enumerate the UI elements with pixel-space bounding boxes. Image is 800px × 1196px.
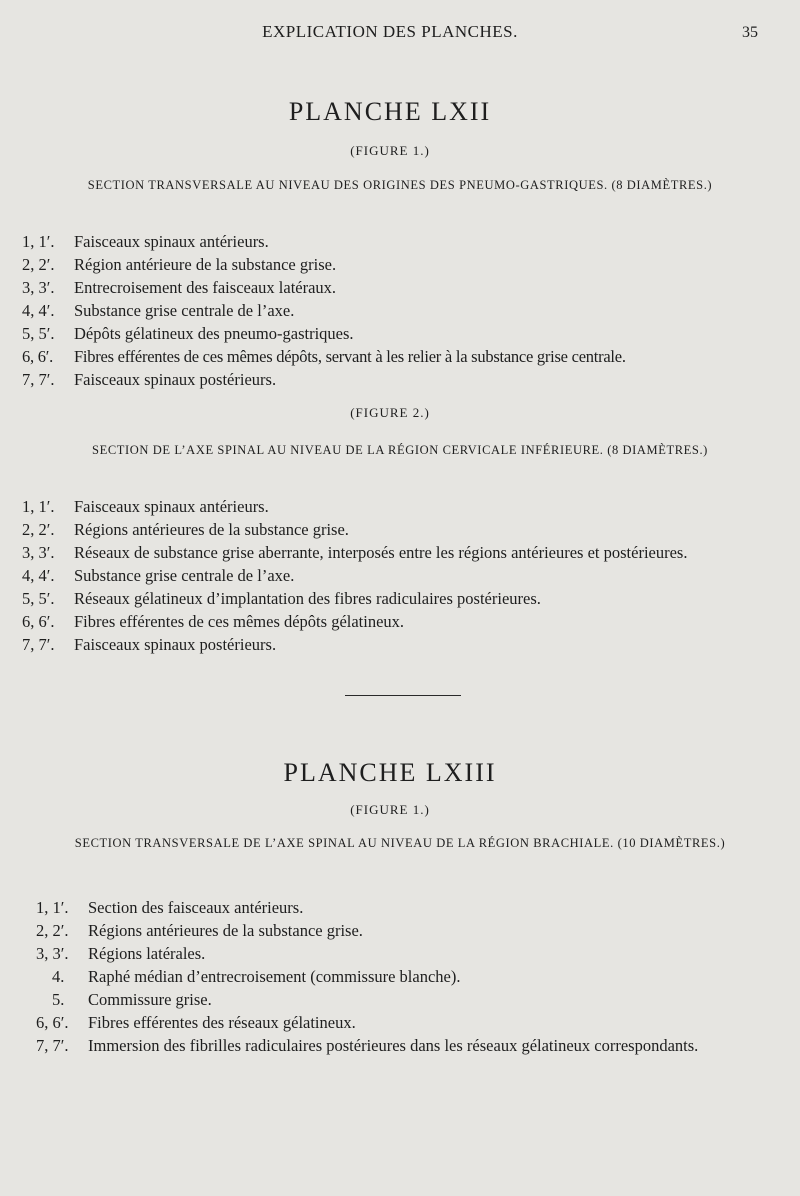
legend-number: 5, 5′. <box>22 324 55 343</box>
plate-lxii-figure-2-caption: SECTION DE L’AXE SPINAL AU NIVEAU DE LA RÉGION CERVICALE INFÉRIEURE. (8 DIAMÈTRES.) <box>92 443 708 457</box>
legend-text: Section des faisceaux antérieurs. <box>88 898 304 917</box>
legend-number: 1, 1′. <box>22 232 55 251</box>
legend-text: Réseaux de substance grise aberrante, interposés entre les régions antérieures et postérieures. <box>74 543 688 562</box>
legend-item <box>36 896 784 919</box>
legend-text: Substance grise centrale de l’axe. <box>74 566 295 585</box>
legend-number: 3, 3′. <box>22 278 55 297</box>
legend-item <box>22 518 782 541</box>
legend-text: Faisceaux spinaux postérieurs. <box>74 370 277 389</box>
running-head: EXPLICATION DES PLANCHES. <box>262 22 518 41</box>
legend-number: 6, 6′. <box>36 1013 69 1032</box>
legend-item <box>36 942 784 965</box>
legend-text: Faisceaux spinaux postérieurs. <box>74 635 277 654</box>
legend-item <box>22 299 782 322</box>
legend-number: 1, 1′. <box>22 497 55 516</box>
legend-number: 6, 6′. <box>22 347 53 366</box>
plate-lxii-figure-1-label: (FIGURE 1.) <box>350 143 430 158</box>
legend-text: Régions antérieures de la substance grise. <box>88 921 363 940</box>
legend-number: 2, 2′. <box>36 921 69 940</box>
plate-lxii-title: PLANCHE LXII <box>288 97 492 126</box>
legend-number: 7, 7′. <box>22 370 55 389</box>
legend-text: Régions antérieures de la substance grise. <box>74 520 349 539</box>
legend-text: Entrecroisement des faisceaux latéraux. <box>74 278 337 297</box>
legend-text: Fibres efférentes de ces mêmes dépôts gélatineux. <box>74 612 405 631</box>
legend-text: Fibres efférentes de ces mêmes dépôts, servant à les relier à la substance grise centrale. <box>74 347 626 366</box>
legend-text: Substance grise centrale de l’axe. <box>74 301 295 320</box>
legend-text: Faisceaux spinaux antérieurs. <box>74 497 269 516</box>
legend-item <box>22 633 782 656</box>
legend-item <box>36 988 784 1011</box>
legend-number: 4. <box>52 967 65 986</box>
legend-number: 4, 4′. <box>22 301 55 320</box>
legend-text: Dépôts gélatineux des pneumo-gastriques. <box>74 324 354 343</box>
legend-item <box>36 1011 784 1034</box>
legend-number: 7, 7′. <box>22 635 55 654</box>
plate-lxiii-title: PLANCHE LXIII <box>283 758 497 787</box>
legend-number: 4, 4′. <box>22 566 55 585</box>
plate-lxii-figure-1-legend <box>22 230 782 391</box>
legend-text: Fibres efférentes des réseaux gélatineux. <box>88 1013 356 1032</box>
plate-lxii-figure-2-label: (FIGURE 2.) <box>350 405 430 420</box>
legend-number: 2, 2′. <box>22 255 55 274</box>
plate-lxii-figure-1-caption: SECTION TRANSVERSALE AU NIVEAU DES ORIGINES DES PNEUMO-GASTRIQUES. (8 DIAMÈTRES.) <box>87 178 713 192</box>
legend-text: Réseaux gélatineux d’implantation des fibres radiculaires postérieures. <box>74 589 541 608</box>
legend-item <box>22 368 782 391</box>
plate-lxiii-figure-1-label: (FIGURE 1.) <box>350 802 430 817</box>
page-number: 35 <box>742 24 758 41</box>
legend-number: 1, 1′. <box>36 898 69 917</box>
legend-text: Région antérieure de la substance grise. <box>74 255 337 274</box>
legend-text: Commissure grise. <box>88 990 212 1009</box>
plate-lxiii-figure-1-caption: SECTION TRANSVERSALE DE L’AXE SPINAL AU NIVEAU DE LA RÉGION BRACHIALE. (10 DIAMÈTRES.) <box>74 836 726 850</box>
legend-number: 6, 6′. <box>22 612 55 631</box>
legend-item <box>22 322 782 345</box>
legend-item <box>22 610 782 633</box>
legend-number: 5. <box>52 990 65 1009</box>
legend-text: Raphé médian d’entrecroisement (commissure blanche). <box>88 967 461 986</box>
plate-lxii-figure-2-legend <box>22 495 782 656</box>
legend-item <box>22 230 782 253</box>
legend-number: 2, 2′. <box>22 520 55 539</box>
legend-item <box>22 587 782 610</box>
legend-item <box>36 919 784 942</box>
legend-number: 5, 5′. <box>22 589 55 608</box>
legend-item <box>22 276 782 299</box>
legend-text: Faisceaux spinaux antérieurs. <box>74 232 269 251</box>
legend-item <box>22 345 782 368</box>
legend-text: Régions latérales. <box>88 944 206 963</box>
legend-text: Immersion des fibrilles radiculaires postérieures dans les réseaux gélatineux correspondants. <box>88 1036 699 1055</box>
plate-lxiii-figure-1-legend <box>36 896 784 1057</box>
legend-item <box>22 564 782 587</box>
legend-item <box>22 541 782 564</box>
legend-item <box>22 495 782 518</box>
legend-item <box>36 1034 784 1057</box>
legend-item <box>22 253 782 276</box>
legend-number: 7, 7′. <box>36 1036 69 1055</box>
legend-number: 3, 3′. <box>36 944 69 963</box>
legend-item <box>36 965 784 988</box>
legend-number: 3, 3′. <box>22 543 55 562</box>
section-divider <box>345 695 461 696</box>
